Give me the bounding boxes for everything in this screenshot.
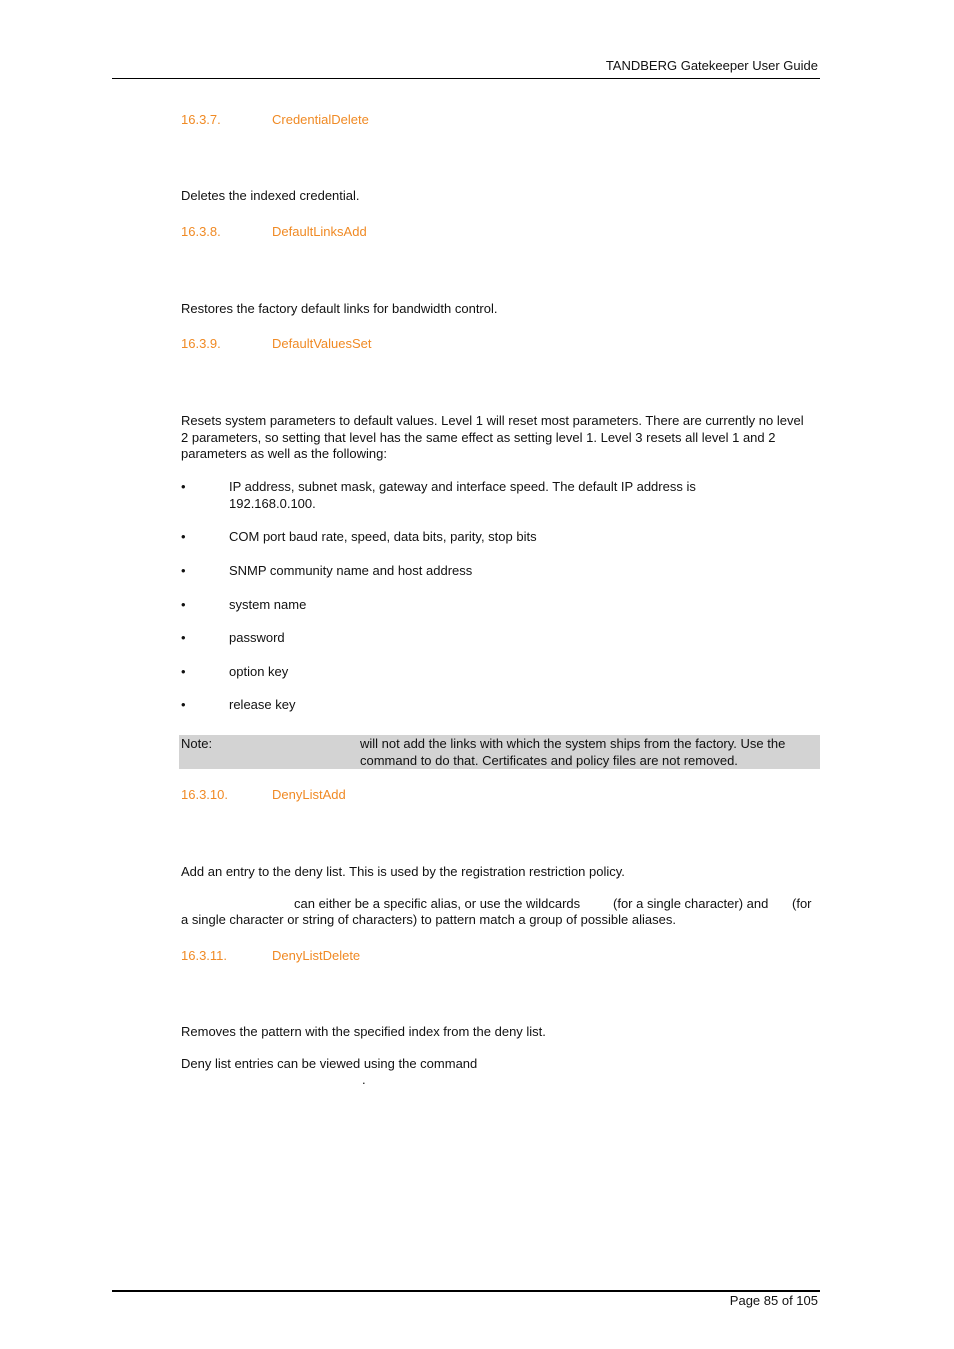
note-box [179, 735, 820, 769]
section-number: 16.3.10. [181, 787, 228, 802]
section-description: Add an entry to the deny list. This is used by the registration restriction policy. [181, 864, 625, 879]
section-heading-denylistdelete [181, 948, 360, 963]
section-heading-credentialdelete [181, 112, 369, 127]
header-rule [112, 78, 820, 79]
section-number: 16.3.11. [181, 948, 228, 963]
note-text: will not add the links with which the system ships from the factory. Use the command to do that. Certificates and policy files are not removed. [360, 736, 786, 768]
deny-view-text: Deny list entries can be viewed using the command [181, 1056, 478, 1071]
pattern-description-part1: can either be a specific alias, or use the wildcards [294, 896, 581, 911]
bullet-icon: • [181, 529, 186, 544]
section-title: DenyListDelete [272, 948, 361, 963]
section-description: Deletes the indexed credential. [181, 188, 360, 203]
footer-rule [112, 1290, 820, 1292]
section-title: DefaultValuesSet [272, 336, 372, 351]
section-heading-defaultvaluesset [181, 336, 372, 351]
pattern-description-line2: a single character or string of characters) to pattern match a group of possible aliases. [181, 912, 676, 927]
section-title: DefaultLinksAdd [272, 224, 367, 239]
section-heading-denylistadd [181, 787, 346, 802]
section-number: 16.3.9. [181, 336, 221, 351]
bullet-icon: • [181, 630, 186, 645]
bullet-icon: • [181, 479, 186, 494]
section-description: Removes the pattern with the specified index from the deny list. [181, 1024, 546, 1039]
pattern-description-part2: (for a single character) and [613, 896, 769, 911]
header-title: TANDBERG Gatekeeper User Guide [605, 58, 818, 73]
section-title: CredentialDelete [272, 112, 369, 127]
deny-view-period: . [362, 1072, 366, 1087]
bullet-icon: • [181, 664, 186, 679]
pattern-description-part3: (for [792, 896, 812, 911]
bullet-icon: • [181, 597, 186, 612]
section-heading-defaultlinksadd [181, 224, 367, 239]
page-number: Page 85 of 105 [729, 1293, 818, 1308]
bullet-icon: • [181, 697, 186, 712]
section-description: Restores the factory default links for bandwidth control. [181, 301, 498, 316]
note-label: Note: [181, 736, 213, 751]
bullet-icon: • [181, 563, 186, 578]
section-description: Resets system parameters to default values. Level 1 will reset most parameters. There are currently no level 2 parameters, so setting that level has the same effect as setting level 1. Level 3 resets all level 1 and 2 parameters as well as the following: [181, 413, 804, 461]
section-number: 16.3.8. [181, 224, 221, 239]
section-title: DenyListAdd [272, 787, 346, 802]
section-number: 16.3.7. [181, 112, 221, 127]
